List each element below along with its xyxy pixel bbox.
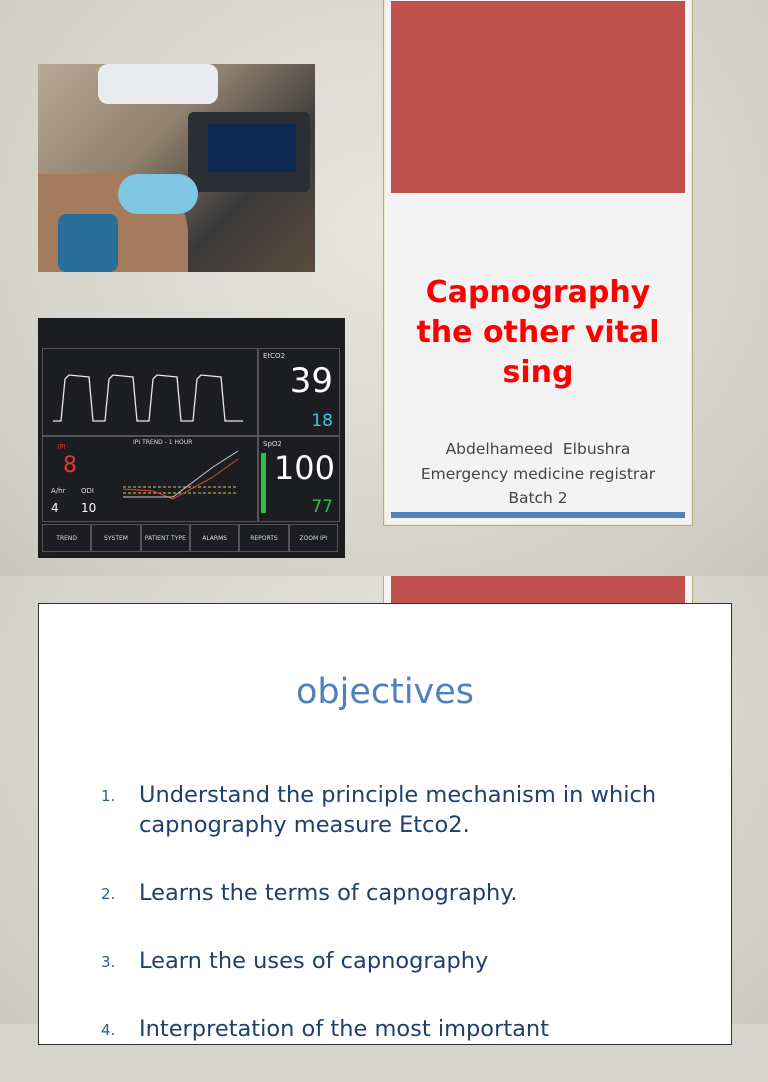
list-item bbox=[101, 878, 701, 908]
objectives-slide bbox=[0, 576, 768, 1042]
author-name: Abdelhameed Elbushra bbox=[445, 440, 631, 458]
spo2-value: 100 bbox=[273, 449, 335, 487]
trend-label: IPI TREND - 1 HOUR bbox=[133, 439, 193, 446]
list-item-text: Interpretation of the most important bbox=[139, 1016, 550, 1042]
objectives-content bbox=[38, 603, 732, 1045]
odi-label: ODI bbox=[81, 487, 94, 495]
ipi-value: 8 bbox=[63, 453, 77, 478]
pulse-value: 77 bbox=[311, 497, 333, 517]
etco2-panel bbox=[258, 348, 340, 436]
capnography-monitor-image bbox=[38, 318, 345, 558]
list-item-number: 1. bbox=[101, 787, 116, 805]
objectives-list bbox=[101, 780, 701, 1082]
co2-waveform bbox=[42, 348, 258, 436]
list-item bbox=[101, 946, 701, 976]
monitor-tab-trend: TREND bbox=[42, 524, 91, 552]
list-item-text: Learn the uses of capnography bbox=[139, 948, 489, 974]
spo2-panel bbox=[258, 436, 340, 522]
monitor-tab-patient-type: PATIENT TYPE bbox=[141, 524, 190, 552]
list-item-number: 4. bbox=[101, 1021, 116, 1039]
resp-rate-value: 18 bbox=[311, 411, 333, 431]
list-item-text: Understand the principle mechanism in which capnography measure Etco2. bbox=[139, 782, 657, 838]
presentation-title bbox=[384, 273, 692, 393]
odi-value: 10 bbox=[81, 501, 97, 515]
objectives-heading: objectives bbox=[295, 672, 475, 712]
ahr-label: A/hr bbox=[51, 487, 66, 495]
title-line-1: Capnography bbox=[425, 275, 651, 310]
author-role: Emergency medicine registrar bbox=[420, 464, 656, 483]
monitor-tab-alarms: ALARMS bbox=[190, 524, 239, 552]
author-batch: Batch 2 bbox=[508, 489, 568, 507]
monitor-tab-system: SYSTEM bbox=[91, 524, 140, 552]
list-item bbox=[101, 1014, 701, 1044]
spo2-label: SpO2 bbox=[263, 440, 282, 448]
monitor-tab-zoom-ipi: ZOOM IPI bbox=[289, 524, 338, 552]
author-block bbox=[384, 437, 692, 511]
title-line-3: sing bbox=[502, 355, 574, 390]
list-item-text: Learns the terms of capnography. bbox=[139, 880, 518, 906]
ahr-value: 4 bbox=[51, 501, 59, 515]
title-card bbox=[383, 0, 693, 526]
list-item-number: 2. bbox=[101, 885, 116, 903]
blue-accent-line bbox=[391, 512, 685, 518]
etco2-value: 39 bbox=[289, 361, 333, 401]
ipi-label: IPI bbox=[57, 443, 66, 451]
list-item bbox=[101, 780, 701, 840]
red-accent-block bbox=[391, 1, 685, 193]
patient-photo bbox=[38, 64, 315, 272]
monitor-tab-reports: REPORTS bbox=[239, 524, 288, 552]
etco2-label: EtCO2 bbox=[263, 352, 286, 360]
ipi-trend-panel bbox=[42, 436, 258, 522]
monitor-tab-bar bbox=[42, 524, 338, 552]
list-item-number: 3. bbox=[101, 953, 116, 971]
title-line-2: the other vital bbox=[416, 315, 660, 350]
